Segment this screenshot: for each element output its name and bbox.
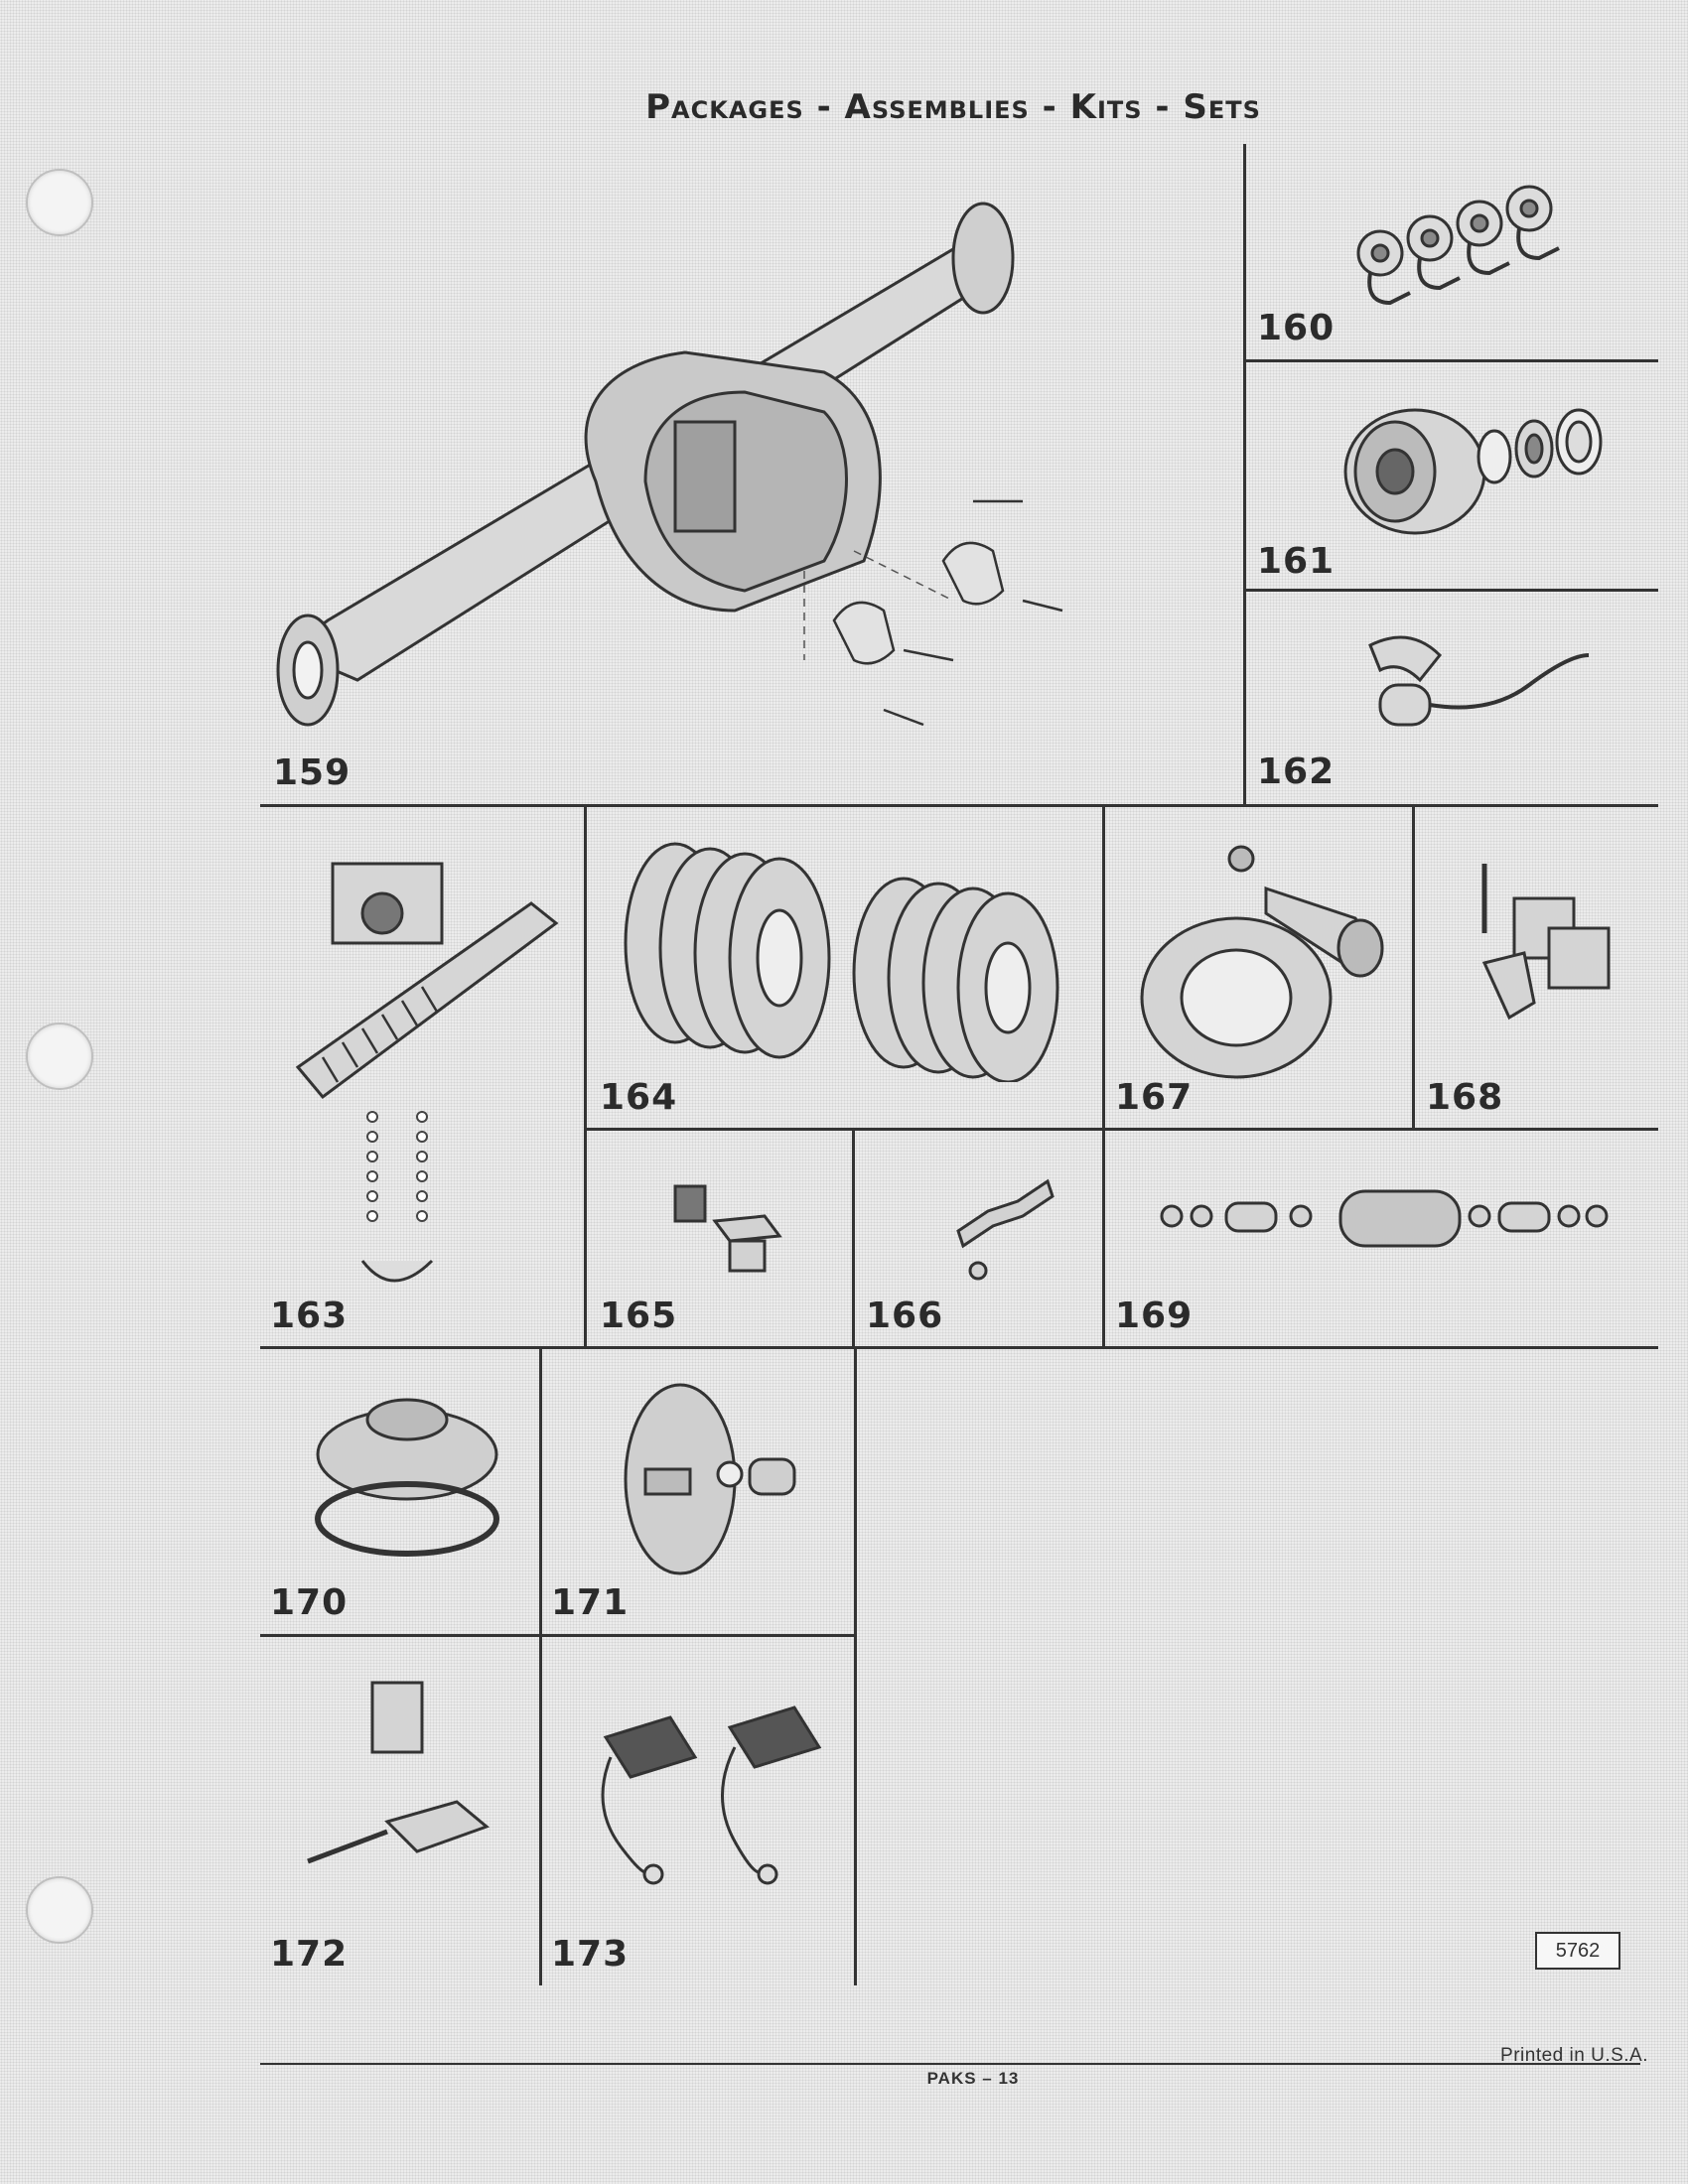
steering-worm-kit-icon xyxy=(283,844,581,1310)
clutch-plates-icon xyxy=(616,824,1082,1082)
item-number: 159 xyxy=(273,752,352,793)
item-number: 167 xyxy=(1115,1077,1194,1118)
binder-hole-top xyxy=(26,169,93,236)
item-number: 164 xyxy=(600,1077,678,1118)
page-title: Packages - Assemblies - Kits - Sets xyxy=(645,87,1261,127)
divider xyxy=(260,804,1658,807)
divider xyxy=(1243,144,1246,804)
divider xyxy=(1412,804,1415,1130)
item-number: 169 xyxy=(1115,1296,1194,1336)
printed-notice: Printed in U.S.A. xyxy=(1500,2045,1648,2066)
stock-number-box: 5762 xyxy=(1535,1932,1620,1970)
binder-hole-bottom xyxy=(26,1876,93,1944)
divider xyxy=(1102,804,1105,1348)
bearing-clips-icon xyxy=(1350,174,1579,323)
brush-pads-icon xyxy=(586,1698,824,1896)
item-number: 161 xyxy=(1257,541,1336,582)
item-number: 171 xyxy=(551,1582,630,1623)
flange-bushing-icon xyxy=(611,1375,829,1583)
item-number: 172 xyxy=(270,1934,349,1975)
binder-hole-middle xyxy=(26,1023,93,1090)
switch-bracket-icon xyxy=(660,1161,799,1291)
item-number: 162 xyxy=(1257,751,1336,792)
divider xyxy=(584,804,587,1348)
divider xyxy=(1243,589,1658,592)
item-number: 168 xyxy=(1426,1077,1504,1118)
divider xyxy=(260,1634,856,1637)
bracket-bolt-icon xyxy=(298,1673,496,1881)
page-code: PAKS – 13 xyxy=(926,2069,1020,2088)
item-number: 166 xyxy=(866,1296,944,1336)
divider xyxy=(1243,359,1658,362)
ring-pinion-gear-icon xyxy=(1137,839,1400,1087)
item-number: 170 xyxy=(270,1582,349,1623)
divider xyxy=(539,1346,542,1985)
rear-axle-housing-icon xyxy=(268,184,1221,769)
cap-seal-icon xyxy=(308,1380,506,1569)
divider xyxy=(260,1346,1658,1349)
item-number: 160 xyxy=(1257,308,1336,348)
item-number: 165 xyxy=(600,1296,678,1336)
clip-screw-icon xyxy=(948,1161,1057,1291)
hinge-plates-icon xyxy=(1455,854,1633,1052)
fuel-filter-kit-icon xyxy=(1152,1171,1609,1261)
item-number: 163 xyxy=(270,1296,349,1336)
divider xyxy=(852,1128,855,1348)
divider xyxy=(854,1346,857,1985)
pinion-bearing-set-icon xyxy=(1326,387,1614,556)
item-number: 173 xyxy=(551,1934,630,1975)
wire-connector-icon xyxy=(1350,625,1599,754)
divider xyxy=(584,1128,1658,1131)
